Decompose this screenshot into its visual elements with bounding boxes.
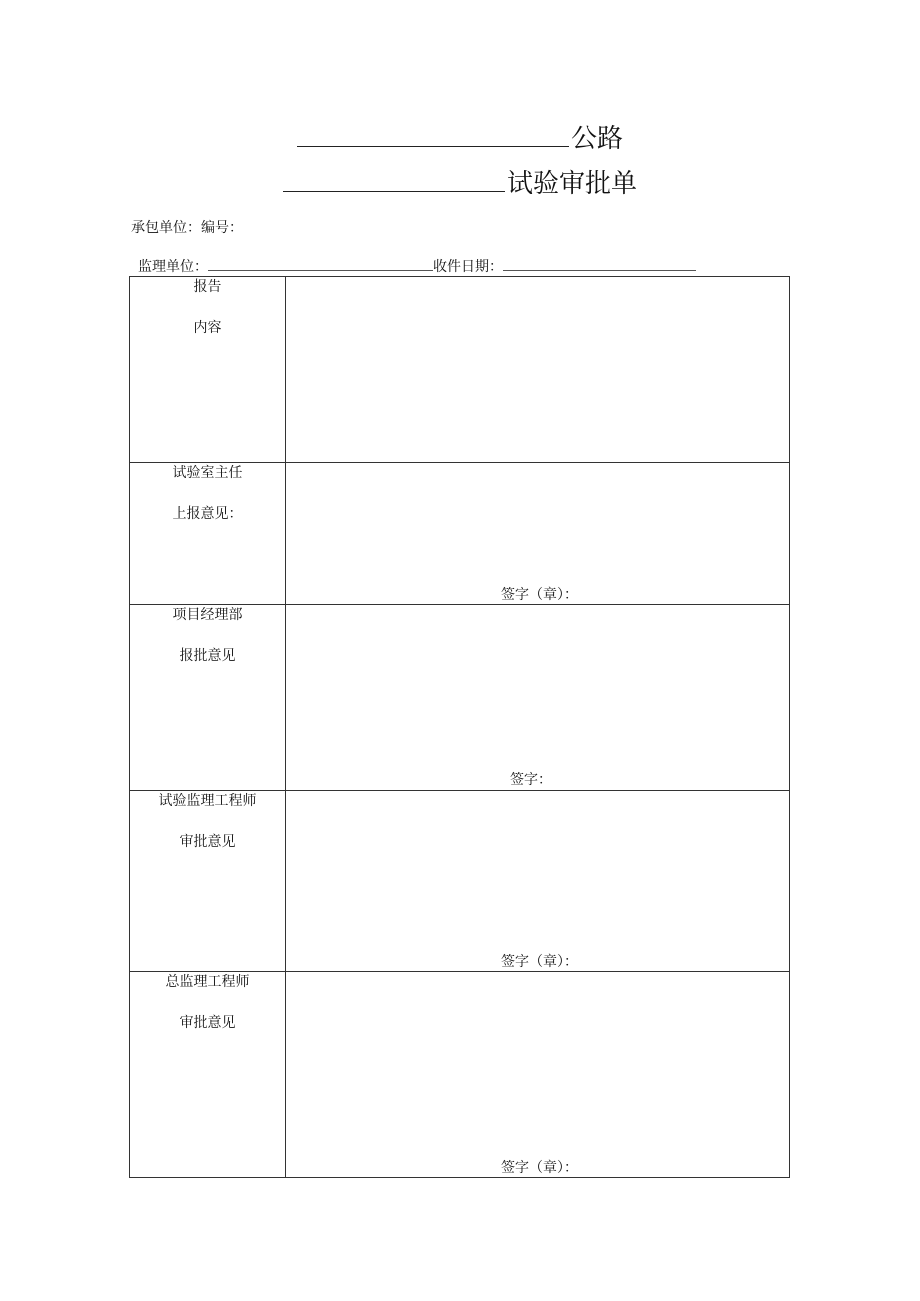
- label-line1: 报告: [193, 279, 222, 295]
- road-name-blank[interactable]: [297, 120, 569, 147]
- supervisor-blank[interactable]: [208, 258, 433, 271]
- lab-director-opinion-field[interactable]: [286, 463, 790, 605]
- label-test-supervisor: [130, 791, 286, 972]
- test-supervisor-opinion-field[interactable]: [286, 791, 790, 972]
- label-line1: 试验室主任: [172, 465, 243, 481]
- row-chief-supervisor: [130, 972, 790, 1178]
- title-line-approval: [0, 163, 920, 200]
- row-test-supervisor: [130, 791, 790, 972]
- supervisor-date-line: [138, 256, 696, 276]
- label-line1: 试验监理工程师: [158, 793, 257, 809]
- test-name-blank[interactable]: [283, 165, 505, 192]
- approval-form-table: [129, 276, 790, 1178]
- row-project-manager: [130, 605, 790, 791]
- row-lab-director: [130, 463, 790, 605]
- label-line2: 审批意见: [179, 834, 236, 850]
- signature-seal-label: 签字（章）：: [501, 587, 578, 603]
- label-line2: 上报意见：: [172, 506, 243, 522]
- chief-supervisor-opinion-field[interactable]: [286, 972, 790, 1178]
- contractor-label: 承包单位：: [131, 220, 201, 236]
- label-line1: 项目经理部: [172, 607, 243, 623]
- label-lab-director: [130, 463, 286, 605]
- project-manager-opinion-field[interactable]: [286, 605, 790, 791]
- signature-label: 签字：: [510, 772, 552, 788]
- supervisor-label: 监理单位：: [138, 259, 208, 275]
- label-chief-supervisor: [130, 972, 286, 1178]
- signature-seal-label: 签字（章）：: [501, 954, 578, 970]
- title-approval-suffix: 试验审批单: [506, 169, 637, 199]
- contractor-number-line: [131, 217, 243, 237]
- received-date-blank[interactable]: [503, 258, 696, 271]
- label-line2: 内容: [193, 320, 222, 336]
- signature-seal-label: 签字（章）：: [501, 1160, 578, 1176]
- report-content-field[interactable]: [286, 277, 790, 463]
- number-label: 编号：: [201, 220, 243, 236]
- title-road-suffix: 公路: [570, 124, 623, 154]
- label-project-manager: [130, 605, 286, 791]
- received-date-label: 收件日期：: [433, 259, 503, 275]
- label-line1: 总监理工程师: [165, 974, 250, 990]
- label-report-content: [130, 277, 286, 463]
- label-line2: 报批意见: [179, 648, 236, 664]
- title-line-road: [0, 118, 920, 155]
- label-line2: 审批意见: [179, 1015, 236, 1031]
- row-report-content: [130, 277, 790, 463]
